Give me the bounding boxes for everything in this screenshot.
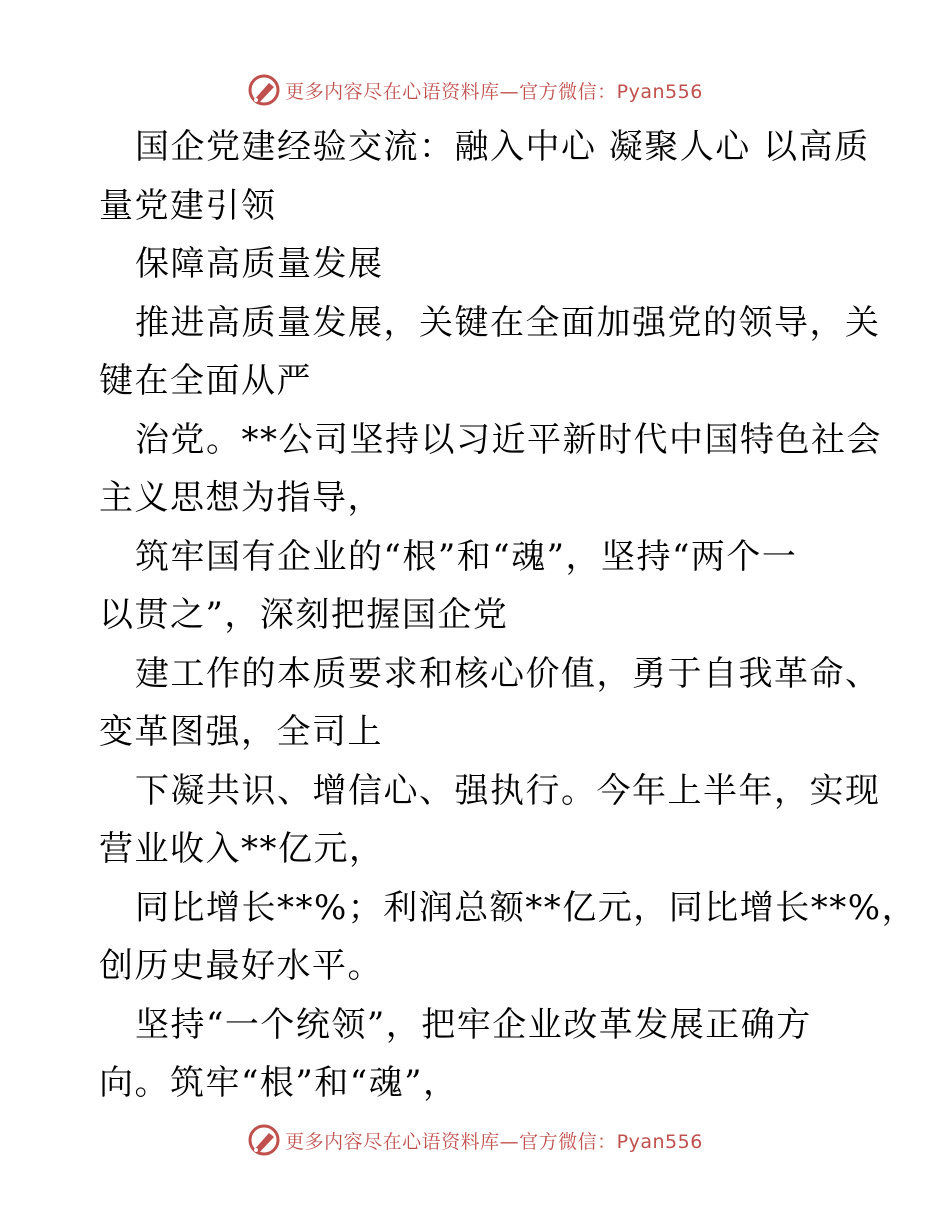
text-line: 创历史最好水平。 (99, 946, 383, 986)
text-line: 以贯之”，深刻把握国企党 (99, 595, 509, 635)
text-line: 坚持“一个统领”，把牢企业改革发展正确方 (135, 1004, 812, 1045)
text-line: 国企党建经验交流：融入中心 凝聚人心 以高质 (135, 127, 870, 167)
pen-logo-icon (247, 1123, 281, 1157)
watermark-text: 更多内容尽在心语资料库—官方微信：Pyan556 (285, 1130, 703, 1153)
pen-logo-icon (247, 73, 281, 107)
watermark-text: 更多内容尽在心语资料库—官方微信：Pyan556 (285, 80, 703, 103)
text-line: 主义思想为指导， (99, 478, 383, 518)
text-line: 营业收入**亿元， (99, 829, 385, 869)
text-line: 建工作的本质要求和核心价值，勇于自我革命、 (135, 653, 881, 694)
text-line: 推进高质量发展，关键在全面加强党的领导，关 (135, 302, 881, 343)
text-line: 下凝共识、增信心、强执行。今年上半年，实现 (135, 770, 881, 811)
text-line: 治党。**公司坚持以习近平新时代中国特色社会 (135, 419, 882, 460)
text-line: 键在全面从严 (99, 361, 312, 401)
text-line: 变革图强，全司上 (99, 712, 383, 752)
text-line: 同比增长**%；利润总额**亿元，同比增长**%， (135, 887, 918, 928)
footer-watermark (0, 1120, 950, 1160)
text-line: 保障高质量发展 (135, 244, 384, 284)
header-watermark (0, 70, 950, 110)
text-line: 筑牢国有企业的“根”和“魂”，坚持“两个一 (135, 536, 798, 577)
document-body (99, 118, 918, 1113)
text-line: 量党建引领 (99, 185, 277, 226)
text-line: 向。筑牢“根”和“魂”， (99, 1063, 459, 1103)
